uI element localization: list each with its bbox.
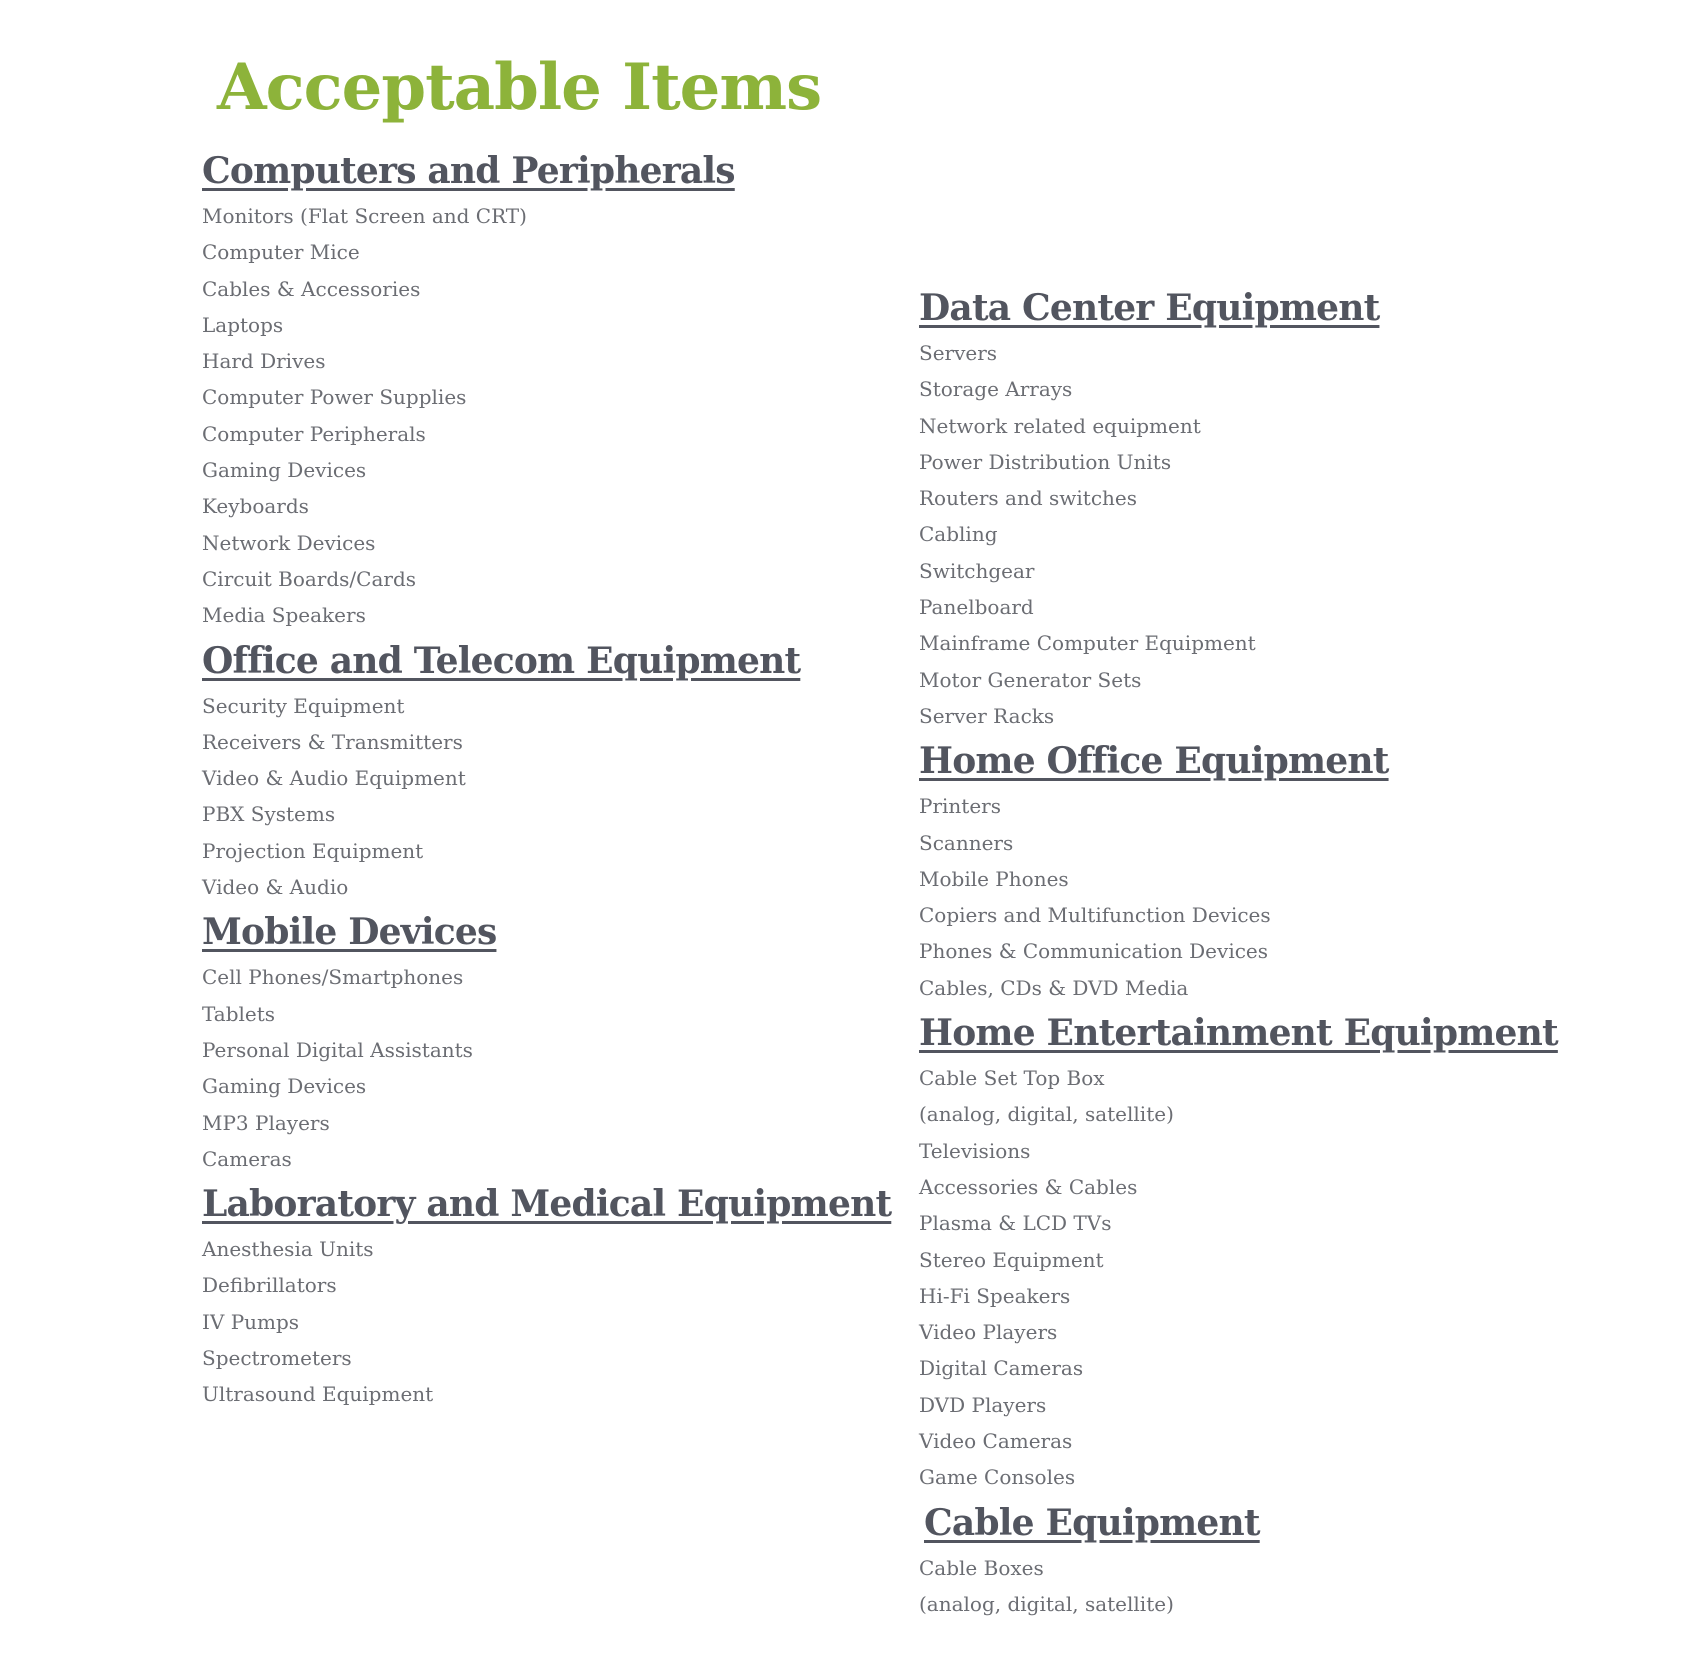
list-item: Anesthesia Units: [202, 1237, 374, 1262]
list-item: Mainframe Computer Equipment: [919, 631, 1256, 656]
section-data-center-equipment: [919, 285, 1679, 734]
section-laboratory-and-medical-equipment: [202, 1181, 962, 1412]
list-item: Video Cameras: [919, 1429, 1073, 1454]
list-item: Routers and switches: [919, 486, 1137, 511]
list-item: Mobile Phones: [919, 866, 1069, 891]
list-item: Computer Peripherals: [202, 421, 426, 446]
list-item: (analog, digital, satellite): [919, 1102, 1174, 1127]
list-item: Digital Cameras: [919, 1356, 1084, 1381]
list-item: Laptops: [202, 312, 284, 337]
section-mobile-devices: [202, 909, 962, 1177]
section-heading: Cable Equipment: [924, 1501, 1260, 1544]
list-item: Scanners: [919, 830, 1014, 855]
list-item: Panelboard: [919, 595, 1034, 620]
list-item: Hard Drives: [202, 349, 326, 374]
list-item: Computer Mice: [202, 240, 360, 265]
list-item: Copiers and Multifunction Devices: [919, 903, 1271, 928]
list-item: Keyboards: [202, 494, 309, 519]
list-item: IV Pumps: [202, 1309, 300, 1334]
list-item: Cell Phones/Smartphones: [202, 965, 464, 990]
list-item: Cabling: [919, 522, 998, 547]
list-item: Defibrillators: [202, 1273, 337, 1298]
list-item: Plasma & LCD TVs: [919, 1211, 1112, 1236]
item-list: [919, 788, 1679, 1006]
section-home-office-equipment: [919, 738, 1679, 1006]
list-item: Servers: [919, 341, 998, 365]
list-item: Network Devices: [202, 530, 376, 555]
list-item: Monitors (Flat Screen and CRT): [202, 204, 527, 228]
list-item: Media Speakers: [202, 603, 366, 628]
item-list: [202, 688, 962, 906]
section-home-entertainment-equipment: [919, 1010, 1679, 1496]
list-item: Switchgear: [919, 558, 1035, 583]
section-cable-equipment: [919, 1500, 1679, 1623]
item-list: [919, 1060, 1679, 1496]
section-heading: Office and Telecom Equipment: [202, 639, 801, 682]
list-item: Storage Arrays: [919, 377, 1073, 402]
section-heading: Home Entertainment Equipment: [919, 1012, 1558, 1055]
list-item: Gaming Devices: [202, 1074, 367, 1099]
list-item: Cables & Accessories: [202, 276, 421, 301]
list-item: Video & Audio Equipment: [202, 766, 466, 791]
list-item: Cameras: [202, 1146, 292, 1171]
section-heading: Home Office Equipment: [919, 740, 1389, 783]
list-item: Spectrometers: [202, 1346, 352, 1371]
item-list: [202, 198, 962, 634]
list-item: Accessories & Cables: [919, 1174, 1138, 1199]
list-item: Tablets: [202, 1001, 276, 1026]
list-item: Server Racks: [919, 703, 1055, 728]
list-item: Video Players: [919, 1320, 1058, 1345]
list-item: Game Consoles: [919, 1465, 1076, 1490]
section-heading: Data Center Equipment: [919, 287, 1380, 329]
section-heading: Laboratory and Medical Equipment: [202, 1183, 892, 1226]
list-item: Power Distribution Units: [919, 449, 1172, 474]
section-office-and-telecom-equipment: [202, 638, 962, 906]
list-item: Network related equipment: [919, 413, 1201, 438]
list-item: DVD Players: [919, 1392, 1047, 1417]
item-list: [919, 1550, 1679, 1623]
item-list: [202, 959, 962, 1177]
list-item: Hi-Fi Speakers: [919, 1283, 1071, 1308]
section-heading: Computers and Peripherals: [202, 150, 735, 192]
list-item: Printers: [919, 794, 1001, 819]
list-item: Phones & Communication Devices: [919, 939, 1269, 964]
section-heading: Mobile Devices: [202, 911, 497, 954]
list-item: Circuit Boards/Cards: [202, 566, 417, 591]
list-item: Personal Digital Assistants: [202, 1037, 473, 1062]
list-item: Ultrasound Equipment: [202, 1382, 434, 1407]
list-item: Video & Audio: [202, 875, 349, 900]
list-item: PBX Systems: [202, 802, 336, 827]
right-column: [919, 285, 1679, 1622]
list-item: Security Equipment: [202, 693, 405, 718]
list-item: Stereo Equipment: [919, 1247, 1104, 1272]
list-item: Projection Equipment: [202, 838, 424, 863]
list-item: Cable Set Top Box: [919, 1066, 1105, 1091]
list-item: Cable Boxes: [919, 1555, 1044, 1580]
list-item: Receivers & Transmitters: [202, 729, 463, 754]
list-item: Cables, CDs & DVD Media: [919, 975, 1189, 1000]
list-item: Motor Generator Sets: [919, 667, 1142, 692]
list-item: MP3 Players: [202, 1110, 330, 1135]
list-item: Computer Power Supplies: [202, 385, 467, 410]
list-item: Gaming Devices: [202, 458, 367, 483]
list-item: Televisions: [919, 1138, 1031, 1163]
item-list: [202, 1231, 962, 1412]
page-title: Acceptable Items: [217, 50, 822, 125]
section-computers-and-peripherals: [202, 148, 962, 634]
item-list: [919, 335, 1679, 734]
list-item: (analog, digital, satellite): [919, 1591, 1174, 1616]
left-column: [202, 148, 962, 1413]
